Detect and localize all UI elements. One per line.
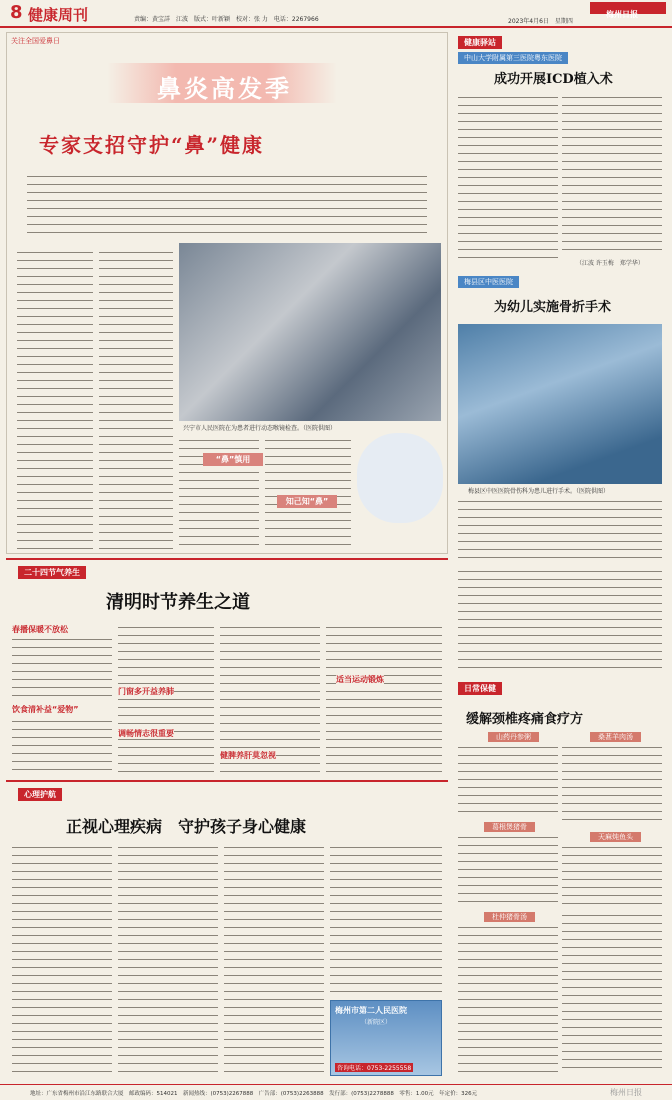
body-text: [458, 498, 662, 560]
hospital-name: 中山大学附属第三医院粤东医院: [458, 52, 568, 64]
column-2: [118, 624, 214, 772]
recipe-title: 山药丹参粥: [488, 732, 539, 742]
recipe-text: [562, 912, 662, 1074]
banner-band: [107, 63, 337, 103]
recipe-title: 杜仲猪骨汤: [484, 912, 535, 922]
illustration: [357, 433, 443, 523]
ad-title: 梅州市第二人民医院: [335, 1006, 407, 1015]
column-1b: [12, 718, 112, 772]
body-text-left: [458, 94, 558, 264]
subhead: 适当运动锻炼: [336, 675, 384, 684]
photo-caption: 梅县区中医医院骨伤科为患儿进行手术。（医院供图）: [468, 488, 610, 495]
watermark: 梅州日报: [610, 1088, 642, 1097]
column-4: [265, 437, 351, 549]
hospital-ad: [330, 1000, 442, 1076]
column-4: [330, 844, 442, 994]
hospital-name: 梅县区中医医院: [458, 276, 519, 288]
headline: 清明时节养生之道: [106, 592, 250, 613]
section-tag: 健康驿站: [458, 36, 502, 49]
lead-paragraph: [27, 173, 427, 233]
section-tag: 日常保健: [458, 682, 502, 695]
feature-block: [6, 32, 448, 554]
recipe-title: 桑葚羊肉汤: [590, 732, 641, 742]
subhead-2: 知己知“鼻”: [277, 495, 337, 508]
section-tag: 二十四节气养生: [18, 566, 86, 579]
headline: 正视心理疾病 守护孩子身心健康: [66, 817, 307, 836]
solar-term-block: [6, 558, 448, 776]
subhead-1: “鼻”慎用: [203, 453, 263, 466]
recipe-text: [458, 744, 558, 814]
section-title: 健康周刊: [28, 6, 89, 24]
masthead: [0, 0, 672, 28]
ad-phone: 咨询电话：0753-2255558: [337, 1065, 412, 1072]
column-4: [326, 624, 442, 772]
headline: 缓解颈椎疼痛食疗方: [466, 712, 584, 727]
section-tag: 心理护航: [18, 788, 62, 801]
recipe-text: [458, 924, 558, 1074]
mental-health-block: [6, 780, 448, 1080]
subhead: 饮食清补益“爱物”: [12, 705, 79, 714]
ad-subtitle: （新院区）: [361, 1019, 392, 1026]
recipe-title: 葛根煲猪骨: [484, 822, 535, 832]
footer: [0, 1084, 672, 1100]
column-3: [224, 844, 324, 1076]
editors-line: 责编：黄宝詳 江波 版式：叶新颖 校对：张 力 电话：2267966: [134, 16, 319, 23]
column-2: [99, 249, 173, 549]
paper-logo: 梅州日报: [590, 2, 666, 14]
headline: 为幼儿实施骨折手术: [494, 300, 612, 315]
subhead: 春播保暖不放松: [12, 625, 68, 634]
body-text-right: [562, 94, 662, 254]
photo-caption: 兴宁市人民医院在为患者进行动态喉镜检查。（医院供图）: [183, 425, 337, 432]
subhead: 门窗多开益养肺: [118, 687, 174, 696]
recipe-text: [562, 744, 662, 824]
body-text-top: [458, 568, 662, 674]
headline: 成功开展ICD植入术: [494, 72, 613, 87]
photo: [179, 243, 441, 421]
banner-title: 鼻炎高发季: [157, 74, 292, 103]
headline: 专家支招守护“鼻”健康: [39, 133, 265, 157]
right-top-block: [454, 32, 666, 272]
page-number: 8: [10, 2, 23, 23]
daily-care-block: [454, 566, 666, 1080]
right-mid-block: [454, 274, 666, 564]
credit: （江波 许玉梅 郑学华）: [576, 260, 644, 267]
column-1: [12, 844, 112, 1076]
photo: [458, 324, 662, 484]
subhead: 健脾养肝莫忽视: [220, 751, 276, 760]
subhead: 调畅情志很重要: [118, 729, 174, 738]
column-1: [12, 636, 112, 696]
issue-date: 2023年4月6日 星期四: [508, 18, 573, 25]
kicker: 关注全国爱鼻日: [11, 37, 60, 45]
footer-info: 地址：广东省梅州市沿江东路联合大厦 邮政编码：514021 新闻热线：(0753)2267888 广告部：(0753)2263888 发行部：(0753)2278888 零售：1.00元 年定价：326元: [30, 1091, 478, 1097]
recipe-text: [562, 844, 662, 904]
recipe-title: 天麻炖鱼头: [590, 832, 641, 842]
column-2: [118, 844, 218, 1076]
column-1: [17, 249, 93, 549]
recipe-text: [458, 834, 558, 904]
